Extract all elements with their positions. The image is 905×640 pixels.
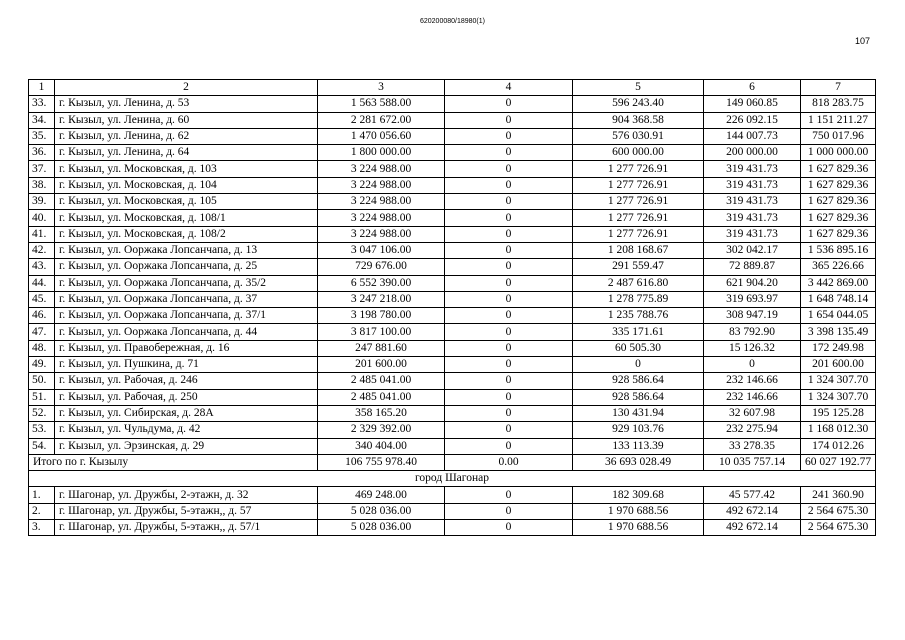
col4-cell: 0 — [445, 357, 573, 373]
col5-cell: 929 103.76 — [573, 422, 704, 438]
col7-cell: 1 324 307.70 — [801, 373, 876, 389]
col4-cell: 0 — [445, 194, 573, 210]
col6-cell: 319 693.97 — [704, 291, 801, 307]
col3-cell: 3 224 988.00 — [318, 161, 445, 177]
row-number-cell: 41. — [29, 226, 55, 242]
col4-cell: 0 — [445, 242, 573, 258]
address-cell: г. Кызыл, ул. Эрзинская, д. 29 — [55, 438, 318, 454]
col5-cell: 1 277 726.91 — [573, 210, 704, 226]
col6-cell: 226 092.15 — [704, 112, 801, 128]
table-row — [29, 194, 876, 210]
col7-cell: 174 012.26 — [801, 438, 876, 454]
col3-cell: 729 676.00 — [318, 259, 445, 275]
col5-cell: 928 586.64 — [573, 373, 704, 389]
col4-cell: 0 — [445, 128, 573, 144]
col6-cell: 302 042.17 — [704, 242, 801, 258]
total-c7-cell: 60 027 192.77 — [801, 454, 876, 470]
table-row — [29, 405, 876, 421]
col6-cell: 492 672.14 — [704, 503, 801, 519]
table-row — [29, 487, 876, 503]
col7-cell: 195 125.28 — [801, 405, 876, 421]
col4-cell: 0 — [445, 96, 573, 112]
table-row — [29, 259, 876, 275]
address-cell: г. Кызыл, ул. Ленина, д. 60 — [55, 112, 318, 128]
address-cell: г. Шагонар, ул. Дружбы, 5-этажн,, д. 57/1 — [55, 520, 318, 536]
address-cell: г. Кызыл, ул. Чульдума, д. 42 — [55, 422, 318, 438]
col7-cell: 2 564 675.30 — [801, 520, 876, 536]
table-row — [29, 128, 876, 144]
col5-cell: 600 000.00 — [573, 145, 704, 161]
col3-cell: 247 881.60 — [318, 340, 445, 356]
col7-cell: 1 627 829.36 — [801, 161, 876, 177]
header-row — [29, 80, 876, 96]
table-row — [29, 161, 876, 177]
table-row — [29, 308, 876, 324]
page-number: 107 — [855, 36, 871, 46]
table-row — [29, 226, 876, 242]
table-row — [29, 112, 876, 128]
row-number-cell: 3. — [29, 520, 55, 536]
col3-cell: 2 485 041.00 — [318, 373, 445, 389]
col6-cell: 149 060.85 — [704, 96, 801, 112]
table-row — [29, 357, 876, 373]
col4-cell: 0 — [445, 177, 573, 193]
address-cell: г. Кызыл, ул. Рабочая, д. 250 — [55, 389, 318, 405]
row-number-cell: 49. — [29, 357, 55, 373]
row-number-cell: 50. — [29, 373, 55, 389]
row-number-cell: 44. — [29, 275, 55, 291]
col5-cell: 1 208 168.67 — [573, 242, 704, 258]
col3-cell: 3 047 106.00 — [318, 242, 445, 258]
col3-cell: 340 404.00 — [318, 438, 445, 454]
col6-cell: 72 889.87 — [704, 259, 801, 275]
total-c4-cell: 0.00 — [445, 454, 573, 470]
col6-cell: 308 947.19 — [704, 308, 801, 324]
col3-cell: 5 028 036.00 — [318, 520, 445, 536]
col7-cell: 1 168 012.30 — [801, 422, 876, 438]
buildings-table — [28, 79, 876, 536]
table-row — [29, 210, 876, 226]
col7-cell: 3 442 869.00 — [801, 275, 876, 291]
address-cell: г. Кызыл, ул. Московская, д. 108/1 — [55, 210, 318, 226]
col6-cell: 200 000.00 — [704, 145, 801, 161]
row-number-cell: 40. — [29, 210, 55, 226]
col7-cell: 241 360.90 — [801, 487, 876, 503]
col6-cell: 232 146.66 — [704, 389, 801, 405]
table-row — [29, 324, 876, 340]
col5-cell: 1 277 726.91 — [573, 194, 704, 210]
total-c3-cell: 106 755 978.40 — [318, 454, 445, 470]
row-number-cell: 47. — [29, 324, 55, 340]
col4-cell: 0 — [445, 373, 573, 389]
col5-cell: 2 487 616.80 — [573, 275, 704, 291]
col4-cell: 0 — [445, 324, 573, 340]
col5-cell: 0 — [573, 357, 704, 373]
row-number-cell: 43. — [29, 259, 55, 275]
col5-cell: 928 586.64 — [573, 389, 704, 405]
address-cell: г. Кызыл, ул. Ооржака Лопсанчапа, д. 37 — [55, 291, 318, 307]
header-cell: 6 — [704, 80, 801, 96]
table-row — [29, 145, 876, 161]
row-number-cell: 1. — [29, 487, 55, 503]
col4-cell: 0 — [445, 161, 573, 177]
col3-cell: 3 224 988.00 — [318, 177, 445, 193]
col3-cell: 3 247 218.00 — [318, 291, 445, 307]
address-cell: г. Кызыл, ул. Московская, д. 103 — [55, 161, 318, 177]
row-number-cell: 51. — [29, 389, 55, 405]
col6-cell: 232 275.94 — [704, 422, 801, 438]
header-cell: 7 — [801, 80, 876, 96]
col6-cell: 0 — [704, 357, 801, 373]
address-cell: г. Кызыл, ул. Ооржака Лопсанчапа, д. 44 — [55, 324, 318, 340]
col4-cell: 0 — [445, 226, 573, 242]
col3-cell: 2 329 392.00 — [318, 422, 445, 438]
row-number-cell: 33. — [29, 96, 55, 112]
col4-cell: 0 — [445, 487, 573, 503]
col5-cell: 1 277 726.91 — [573, 161, 704, 177]
col6-cell: 33 278.35 — [704, 438, 801, 454]
col6-cell: 32 607.98 — [704, 405, 801, 421]
col7-cell: 172 249.98 — [801, 340, 876, 356]
col3-cell: 3 817 100.00 — [318, 324, 445, 340]
table-row — [29, 438, 876, 454]
address-cell: г. Кызыл, ул. Ооржака Лопсанчапа, д. 35/2 — [55, 275, 318, 291]
col5-cell: 130 431.94 — [573, 405, 704, 421]
col4-cell: 0 — [445, 210, 573, 226]
header-cell: 2 — [55, 80, 318, 96]
address-cell: г. Кызыл, ул. Ооржака Лопсанчапа, д. 37/1 — [55, 308, 318, 324]
col4-cell: 0 — [445, 259, 573, 275]
row-number-cell: 52. — [29, 405, 55, 421]
address-cell: г. Кызыл, ул. Рабочая, д. 246 — [55, 373, 318, 389]
row-number-cell: 34. — [29, 112, 55, 128]
col6-cell: 621 904.20 — [704, 275, 801, 291]
col5-cell: 133 113.39 — [573, 438, 704, 454]
row-number-cell: 37. — [29, 161, 55, 177]
table-row — [29, 503, 876, 519]
col4-cell: 0 — [445, 145, 573, 161]
address-cell: г. Кызыл, ул. Московская, д. 105 — [55, 194, 318, 210]
col6-cell: 319 431.73 — [704, 177, 801, 193]
table-row — [29, 520, 876, 536]
col6-cell: 83 792.90 — [704, 324, 801, 340]
header-cell: 1 — [29, 80, 55, 96]
col6-cell: 15 126.32 — [704, 340, 801, 356]
row-number-cell: 54. — [29, 438, 55, 454]
table-row — [29, 340, 876, 356]
row-number-cell: 2. — [29, 503, 55, 519]
address-cell: г. Кызыл, ул. Сибирская, д. 28А — [55, 405, 318, 421]
col5-cell: 1 235 788.76 — [573, 308, 704, 324]
col4-cell: 0 — [445, 389, 573, 405]
total-c5-cell: 36 693 028.49 — [573, 454, 704, 470]
section-title-cell: город Шагонар — [29, 471, 876, 487]
col4-cell: 0 — [445, 520, 573, 536]
col7-cell: 201 600.00 — [801, 357, 876, 373]
col4-cell: 0 — [445, 308, 573, 324]
col4-cell: 0 — [445, 291, 573, 307]
col5-cell: 182 309.68 — [573, 487, 704, 503]
col5-cell: 291 559.47 — [573, 259, 704, 275]
col4-cell: 0 — [445, 503, 573, 519]
address-cell: г. Кызыл, ул. Ленина, д. 53 — [55, 96, 318, 112]
total-label-cell: Итого по г. Кызылу — [29, 454, 318, 470]
col3-cell: 1 800 000.00 — [318, 145, 445, 161]
address-cell: г. Шагонар, ул. Дружбы, 2-этажн, д. 32 — [55, 487, 318, 503]
col7-cell: 818 283.75 — [801, 96, 876, 112]
row-number-cell: 53. — [29, 422, 55, 438]
col3-cell: 3 224 988.00 — [318, 226, 445, 242]
col4-cell: 0 — [445, 340, 573, 356]
table-body — [29, 80, 876, 536]
table-row — [29, 291, 876, 307]
col7-cell: 750 017.96 — [801, 128, 876, 144]
col7-cell: 1 151 211.27 — [801, 112, 876, 128]
col3-cell: 358 165.20 — [318, 405, 445, 421]
col3-cell: 5 028 036.00 — [318, 503, 445, 519]
row-number-cell: 46. — [29, 308, 55, 324]
col5-cell: 1 278 775.89 — [573, 291, 704, 307]
address-cell: г. Кызыл, ул. Московская, д. 104 — [55, 177, 318, 193]
table-row — [29, 389, 876, 405]
table-row — [29, 96, 876, 112]
col3-cell: 2 281 672.00 — [318, 112, 445, 128]
col5-cell: 576 030.91 — [573, 128, 704, 144]
col4-cell: 0 — [445, 112, 573, 128]
col7-cell: 1 648 748.14 — [801, 291, 876, 307]
address-cell: г. Кызыл, ул. Ленина, д. 64 — [55, 145, 318, 161]
col7-cell: 1 000 000.00 — [801, 145, 876, 161]
col7-cell: 3 398 135.49 — [801, 324, 876, 340]
col7-cell: 1 627 829.36 — [801, 226, 876, 242]
col3-cell: 6 552 390.00 — [318, 275, 445, 291]
col3-cell: 3 224 988.00 — [318, 194, 445, 210]
col7-cell: 1 627 829.36 — [801, 194, 876, 210]
col6-cell: 144 007.73 — [704, 128, 801, 144]
col7-cell: 1 536 895.16 — [801, 242, 876, 258]
col4-cell: 0 — [445, 275, 573, 291]
col3-cell: 1 470 056.60 — [318, 128, 445, 144]
col5-cell: 596 243.40 — [573, 96, 704, 112]
address-cell: г. Кызыл, ул. Ооржака Лопсанчапа, д. 13 — [55, 242, 318, 258]
col5-cell: 335 171.61 — [573, 324, 704, 340]
table-row — [29, 177, 876, 193]
document-id: 620200080/18980(1) — [419, 18, 485, 25]
col5-cell: 1 970 688.56 — [573, 503, 704, 519]
address-cell: г. Кызыл, ул. Пушкина, д. 71 — [55, 357, 318, 373]
address-cell: г. Кызыл, ул. Ленина, д. 62 — [55, 128, 318, 144]
col6-cell: 45 577.42 — [704, 487, 801, 503]
col5-cell: 1 277 726.91 — [573, 177, 704, 193]
address-cell: г. Шагонар, ул. Дружбы, 5-этажн,, д. 57 — [55, 503, 318, 519]
col6-cell: 319 431.73 — [704, 226, 801, 242]
col7-cell: 1 627 829.36 — [801, 210, 876, 226]
col4-cell: 0 — [445, 422, 573, 438]
total-c6-cell: 10 035 757.14 — [704, 454, 801, 470]
row-number-cell: 35. — [29, 128, 55, 144]
header-cell: 5 — [573, 80, 704, 96]
col7-cell: 365 226.66 — [801, 259, 876, 275]
col3-cell: 201 600.00 — [318, 357, 445, 373]
row-number-cell: 45. — [29, 291, 55, 307]
col3-cell: 3 198 780.00 — [318, 308, 445, 324]
col7-cell: 2 564 675.30 — [801, 503, 876, 519]
table-row — [29, 422, 876, 438]
col3-cell: 2 485 041.00 — [318, 389, 445, 405]
col5-cell: 904 368.58 — [573, 112, 704, 128]
col6-cell: 319 431.73 — [704, 194, 801, 210]
col5-cell: 60 505.30 — [573, 340, 704, 356]
col6-cell: 492 672.14 — [704, 520, 801, 536]
col5-cell: 1 277 726.91 — [573, 226, 704, 242]
col6-cell: 232 146.66 — [704, 373, 801, 389]
row-number-cell: 48. — [29, 340, 55, 356]
col4-cell: 0 — [445, 405, 573, 421]
table-row — [29, 373, 876, 389]
col3-cell: 1 563 588.00 — [318, 96, 445, 112]
row-number-cell: 42. — [29, 242, 55, 258]
header-cell: 4 — [445, 80, 573, 96]
total-row — [29, 454, 876, 470]
address-cell: г. Кызыл, ул. Ооржака Лопсанчапа, д. 25 — [55, 259, 318, 275]
section-header-row — [29, 471, 876, 487]
table-row — [29, 275, 876, 291]
col7-cell: 1 627 829.36 — [801, 177, 876, 193]
address-cell: г. Кызыл, ул. Правобережная, д. 16 — [55, 340, 318, 356]
row-number-cell: 39. — [29, 194, 55, 210]
col3-cell: 3 224 988.00 — [318, 210, 445, 226]
col6-cell: 319 431.73 — [704, 161, 801, 177]
col7-cell: 1 654 044.05 — [801, 308, 876, 324]
col5-cell: 1 970 688.56 — [573, 520, 704, 536]
row-number-cell: 38. — [29, 177, 55, 193]
col3-cell: 469 248.00 — [318, 487, 445, 503]
header-cell: 3 — [318, 80, 445, 96]
col4-cell: 0 — [445, 438, 573, 454]
address-cell: г. Кызыл, ул. Московская, д. 108/2 — [55, 226, 318, 242]
col6-cell: 319 431.73 — [704, 210, 801, 226]
row-number-cell: 36. — [29, 145, 55, 161]
table-row — [29, 242, 876, 258]
col7-cell: 1 324 307.70 — [801, 389, 876, 405]
